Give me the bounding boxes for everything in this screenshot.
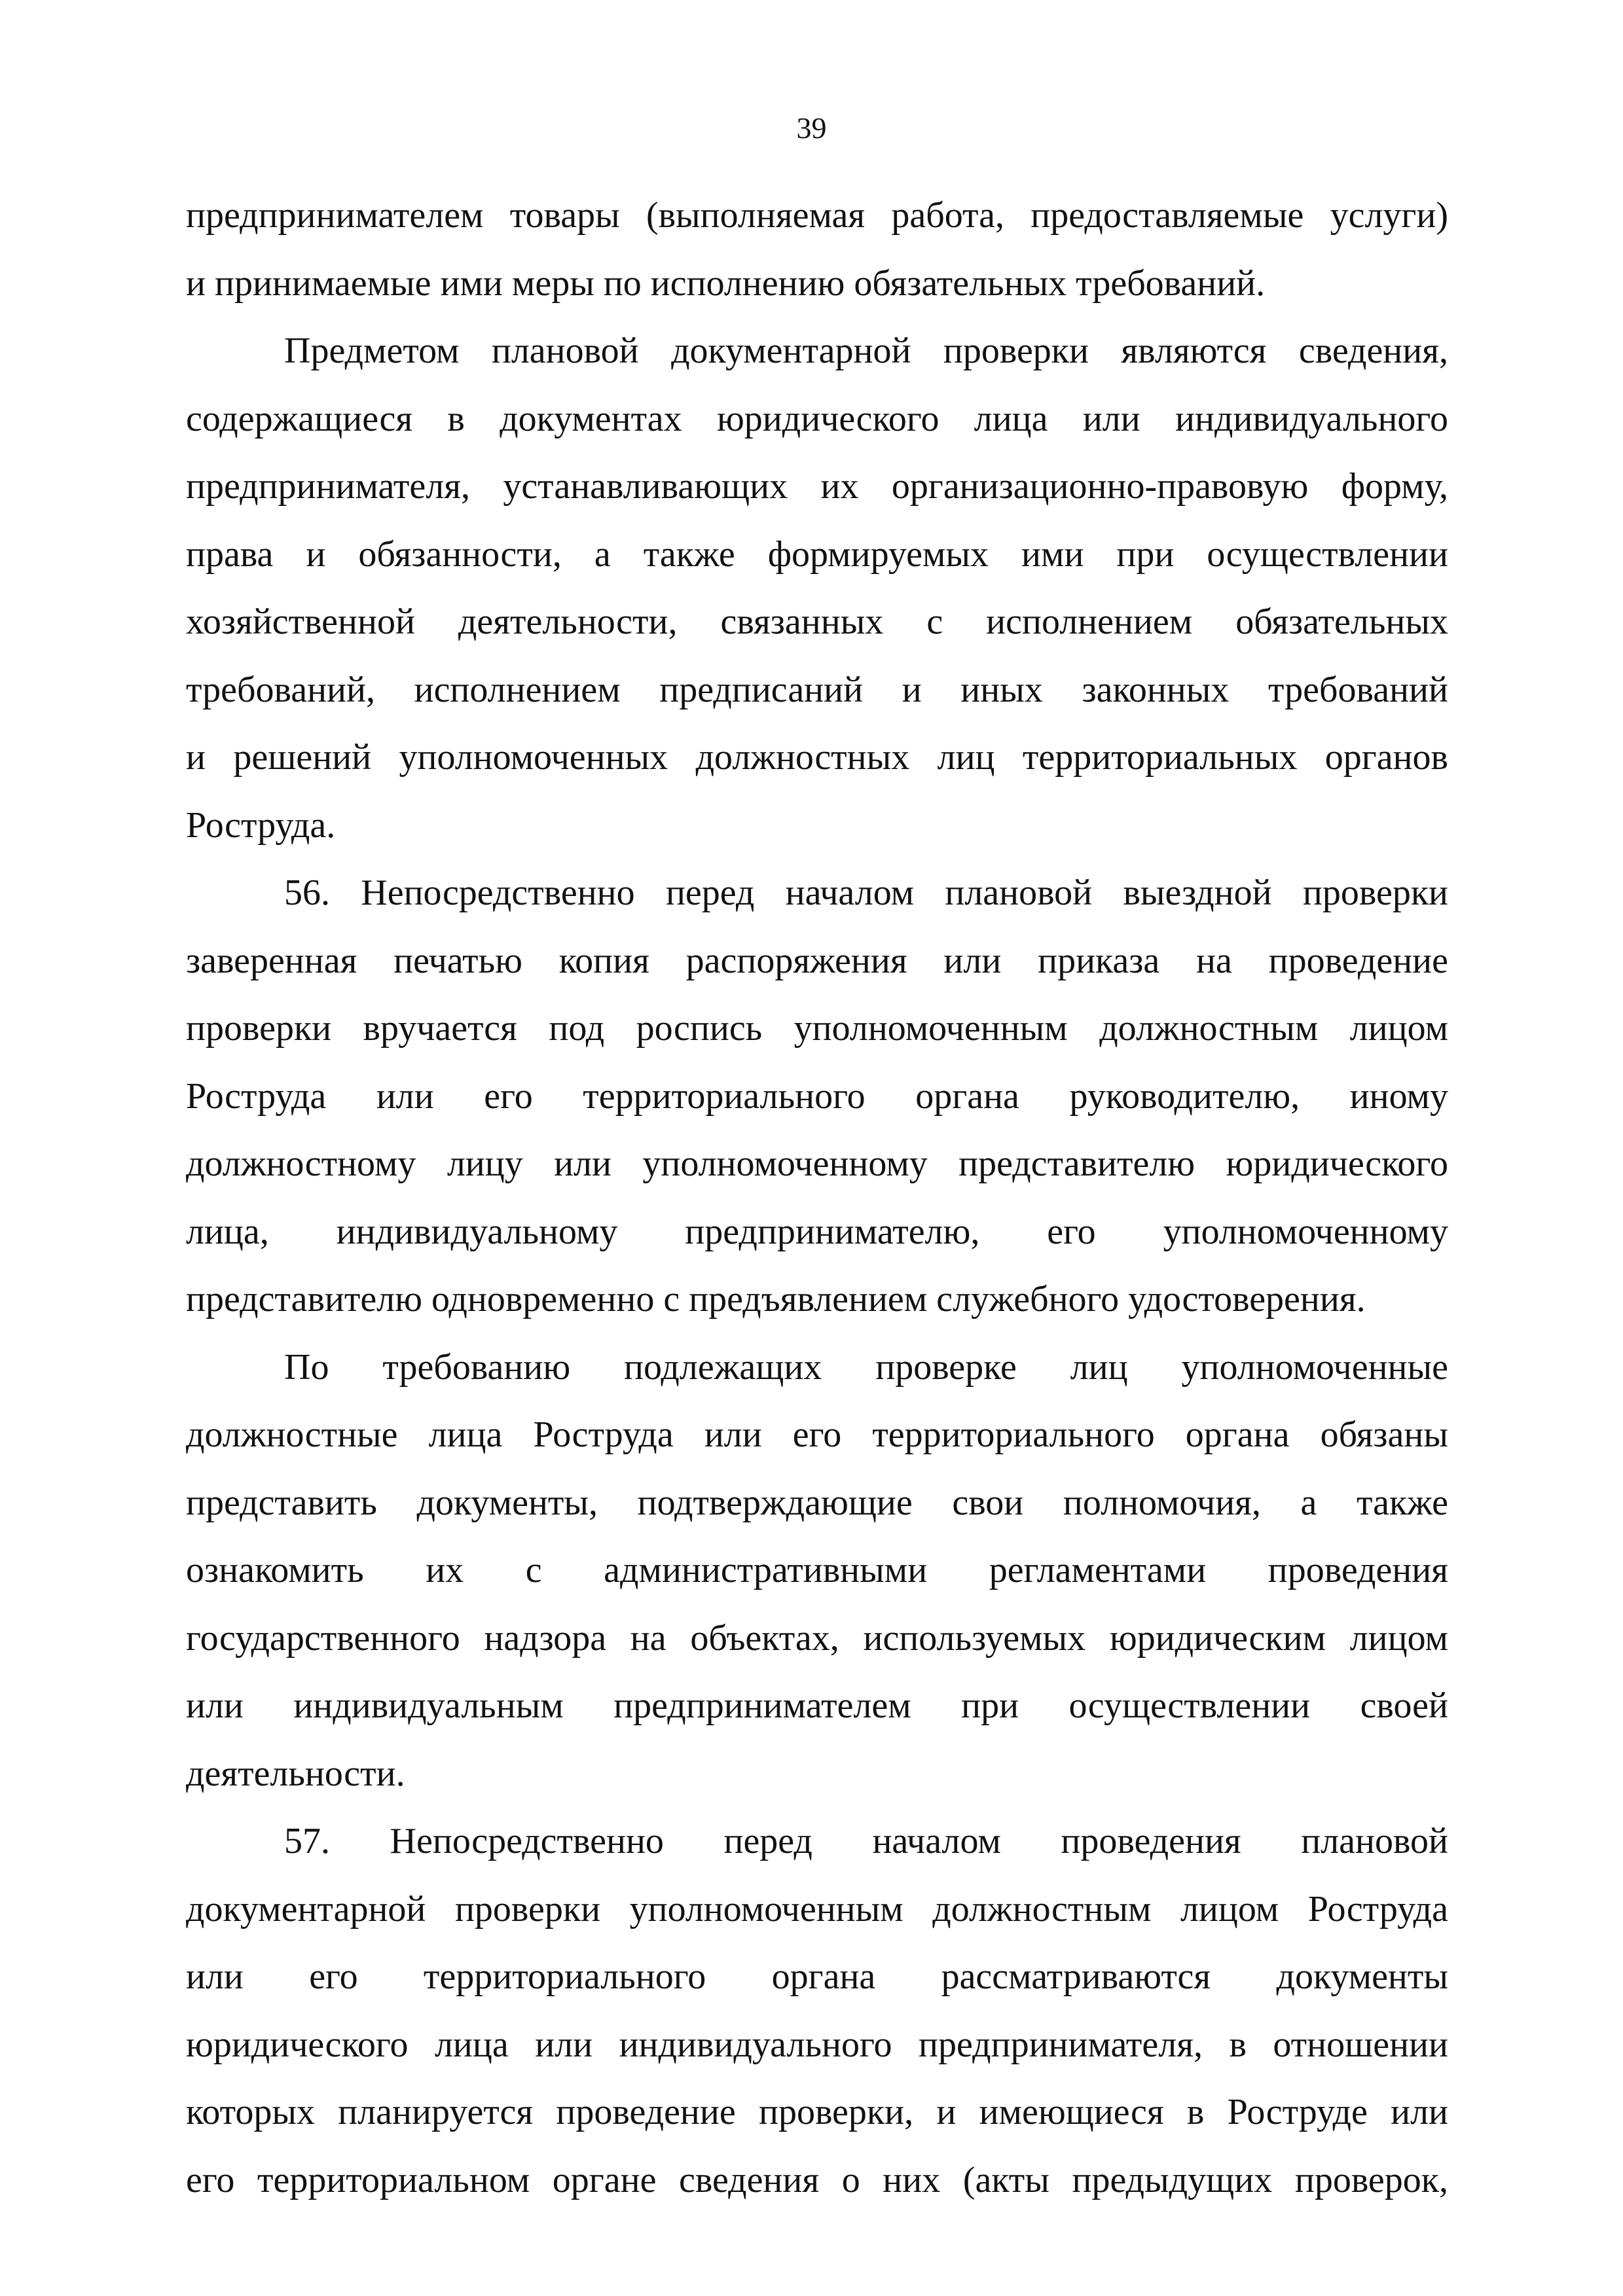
text-line: ознакомить их с административными регламентами проведения xyxy=(186,1550,1448,1590)
text-line: предпринимателя, устанавливающих их организационно-правовую форму, xyxy=(186,466,1448,507)
text-line: Роструда или его территориального органа руководителю, иному xyxy=(186,1075,1448,1117)
text-line: предпринимателем товары (выполняемая работа, предоставляемые услуги) xyxy=(186,195,1448,236)
text-line: хозяйственной деятельности, связанных с исполнением обязательных xyxy=(186,601,1448,642)
text-line: и принимаемые ими меры по исполнению обязательных требований. xyxy=(186,262,1266,304)
text-line: лица, индивидуальному предпринимателю, его уполномоченному xyxy=(186,1211,1448,1252)
text-line: содержащиеся в документах юридического лица или индивидуального xyxy=(186,398,1448,439)
text-line: представителю одновременно с предъявлением служебного удостоверения. xyxy=(186,1279,1366,1319)
text-line: должностные лица Роструда или его территориального органа обязаны xyxy=(186,1414,1448,1455)
text-line: или его территориального органа рассматриваются документы xyxy=(186,1956,1448,1997)
text-line: деятельности. xyxy=(186,1753,405,1794)
text-line: 57. Непосредственно перед началом проведения плановой xyxy=(284,1821,1448,1861)
paragraph-item-57 xyxy=(186,1808,1448,2214)
document-body xyxy=(186,182,1448,2214)
text-line: должностному лицу или уполномоченному представителю юридического xyxy=(186,1143,1448,1184)
paragraph-continuation xyxy=(186,182,1448,317)
page-number: 39 xyxy=(796,111,827,145)
text-line: проверки вручается под роспись уполномоченным должностным лицом xyxy=(186,1008,1448,1049)
text-line: документарной проверки уполномоченным должностным лицом Роструда xyxy=(186,1888,1448,1929)
text-line: которых планируется проведение проверки, и имеющиеся в Роструде или xyxy=(186,2092,1448,2132)
text-line: юридического лица или индивидуального предпринимателя, в отношении xyxy=(186,2024,1448,2065)
text-line: Роструда. xyxy=(186,804,336,846)
text-line: права и обязанности, а также формируемых ими при осуществлении xyxy=(186,533,1448,575)
text-line: или индивидуальным предпринимателем при осуществлении своей xyxy=(186,1685,1448,1726)
text-line: 56. Непосредственно перед началом плановой выездной проверки xyxy=(284,872,1448,913)
text-line: Предметом плановой документарной проверки являются сведения, xyxy=(284,331,1448,371)
text-line: его территориальном органе сведения о них (акты предыдущих проверок, xyxy=(186,2159,1448,2200)
text-line: государственного надзора на объектах, используемых юридическим лицом xyxy=(186,1617,1448,1659)
text-line: представить документы, подтверждающие свои полномочия, а также xyxy=(186,1482,1448,1523)
text-line: заверенная печатью копия распоряжения или приказа на проведение xyxy=(186,940,1448,981)
paragraph-item-56 xyxy=(186,859,1448,1334)
paragraph-credentials xyxy=(186,1334,1448,1808)
text-line: По требованию подлежащих проверке лиц уполномоченные xyxy=(284,1346,1448,1388)
text-line: требований, исполнением предписаний и иных законных требований xyxy=(186,669,1448,710)
text-line: и решений уполномоченных должностных лиц территориальных органов xyxy=(186,737,1448,778)
paragraph-documentary-subject xyxy=(186,317,1448,859)
